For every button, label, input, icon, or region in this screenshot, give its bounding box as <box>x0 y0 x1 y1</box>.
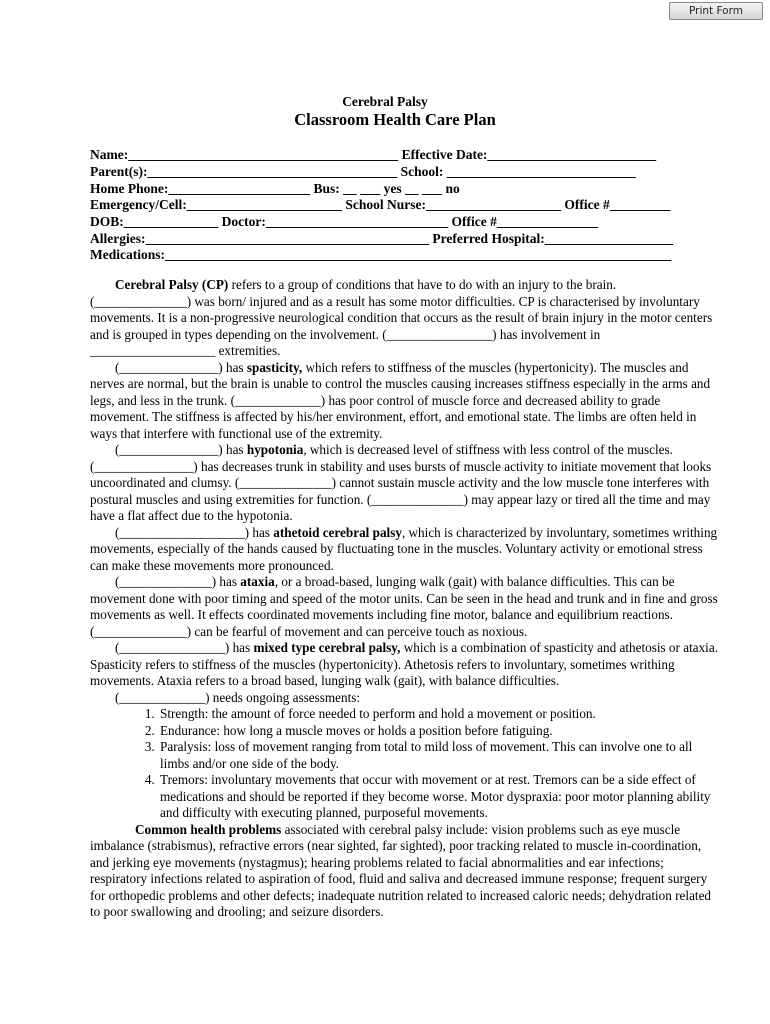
term-common-health-problems: Common health problems <box>135 821 282 837</box>
assessment-list <box>90 706 718 822</box>
field-medications[interactable]: Medications:___________________________________________________________________________ <box>90 247 672 262</box>
paragraph-hypotonia <box>90 442 718 525</box>
term-ataxia: ataxia <box>240 574 275 589</box>
paragraph-text: which refers to stiffness of the muscles (hypertonicity). The muscles and nerves are normal, but the brain is unable to control the muscles causing increases stiffness especially in the arms and legs, and less in the trunk. (_____________) has poor control of muscle force and decreased ability to grade movement. The stiffness is affected by his/her environment, effort, and emotional state. The limbs are often held in ways that interfere with functional use of the extremity. <box>90 359 711 441</box>
document-title: Cerebral Palsy <box>342 94 428 109</box>
paragraph-prefix: (_______________) has <box>115 442 247 457</box>
field-emergency-nurse-office[interactable]: Emergency/Cell:_______________________ School Nurse:____________________ Office #_________ <box>90 197 671 212</box>
term-spasticity: spasticity, <box>246 359 303 375</box>
list-item: 4. Tremors: involuntary movements that occur with movement or at rest. Tremors can be a side effect of medications and should be reported if they become worse. Motor dyspraxia: poor motor planning ability and difficulty with executing planned, purposeful movements. <box>158 772 718 822</box>
field-name-effective-date[interactable]: Name:________________________________________ Effective Date:_________________________ <box>90 147 657 162</box>
paragraph-ataxia <box>90 574 718 640</box>
paragraph-text: associated with cerebral palsy include: vision problems such as eye muscle imbalance (strabismus), refractive errors (near sighted, far sighted), poor tracking related to muscle in-coordination, and jerking eye movements (nystagmus); hearing problems related to facial abnormalities and ear infections; respiratory infections related to aspiration of food, fluid and saliva and decreased immune response; frequent surgery for orthopedic problems and other defects; inadequate nutrition related to increased caloric needs; dehydration related to poor swallowing and drooling; and seizure disorders. <box>90 821 712 919</box>
list-item: 1. Strength: the amount of force needed to perform and hold a movement or position. <box>158 706 718 723</box>
document-subtitle: Classroom Health Care Plan <box>294 110 496 129</box>
document-body <box>90 277 718 921</box>
paragraph-cp-intro <box>90 277 718 360</box>
term-hypotonia: hypotonia <box>246 442 304 457</box>
field-home-phone-bus[interactable]: Home Phone:_____________________ Bus: __ ___ yes __ ___ no <box>90 181 460 196</box>
field-allergies-hospital[interactable]: Allergies:__________________________________________ Preferred Hospital:___________________ <box>90 231 673 246</box>
paragraph-spasticity <box>90 360 718 443</box>
field-parents-school[interactable]: Parent(s):_____________________________________ School: ____________________________ <box>90 164 636 179</box>
term-athetoid: athetoid cerebral palsy <box>273 524 402 540</box>
paragraph-athetoid <box>90 525 718 575</box>
paragraph-prefix: (______________) has <box>115 574 241 589</box>
paragraph-assessments: (_____________) needs ongoing assessments: <box>115 689 361 705</box>
paragraph-health-problems <box>90 822 718 921</box>
paragraph-text: , which is decreased level of stiffness with less control of the muscles. (_______________) has decreases trunk in stability and uses bursts of muscle activity to initiate movement that looks uncoordinated and clumsy. (______________) cannot sustain muscle activity and the low muscle tone interferes with postural muscles and using extremities for function. (______________) may appear lazy or tired all the time and may have a flat affect due to the hypotonia. <box>90 442 712 523</box>
field-dob-doctor-office[interactable]: DOB:______________ Doctor:___________________________ Office #_______________ <box>90 214 599 229</box>
list-item: 2. Endurance: how long a muscle moves or holds a position before fatiguing. <box>158 723 718 740</box>
paragraph-text: , or a broad-based, lunging walk (gait) with balance difficulties. This can be movement done with poor timing and speed of the motor units. Can be seen in the head and trunk and in fine and gross movements as well. It effects coordinated movements including fine motor, balance and equilibrium reactions. (______________) can be fearful of movement and can perceive touch as noxious. <box>90 574 718 639</box>
list-item: 3. Paralysis: loss of movement ranging from total to mild loss of movement. This can involve one to all limbs and/or one side of the body. <box>158 739 718 772</box>
paragraph-prefix: (________________) has <box>115 640 254 655</box>
paragraph-mixed-type <box>90 640 718 690</box>
paragraph-prefix: (___________________) has <box>115 524 274 540</box>
paragraph-prefix: (_______________) has <box>115 359 247 375</box>
paragraph-text: refers to a group of conditions that have to do with an injury to the brain. (______________) was born/ injured and as a result has some motor difficulties. CP is characterised by involuntary movements. It is a non-progressive neurological condition that occurs as the result of brain injury in the motor centers and is grouped in types depending on the involvement. (________________) has involvement in ___________________ extremities. <box>90 277 713 358</box>
term-mixed-type: mixed type cerebral palsy, <box>253 640 401 655</box>
paragraph-text: which is a combination of spasticity and athetosis or ataxia. Spasticity refers to stiffness of the muscles (hypertonicity). Athetosis refers to involuntary, sometimes writhing movements. Ataxia refers to a broad based, lunging walk (gait), with balance difficulties. <box>90 640 718 688</box>
print-form-button[interactable]: Print Form <box>669 2 763 20</box>
term-cerebral-palsy: Cerebral Palsy (CP) <box>115 277 229 292</box>
paragraph-text: , which is characterized by involuntary, sometimes writhing movements, especially of the hands caused by fluctuating tone in the muscles. Voluntary activity or emotional stress can make these movements more pronounced. <box>90 524 718 573</box>
